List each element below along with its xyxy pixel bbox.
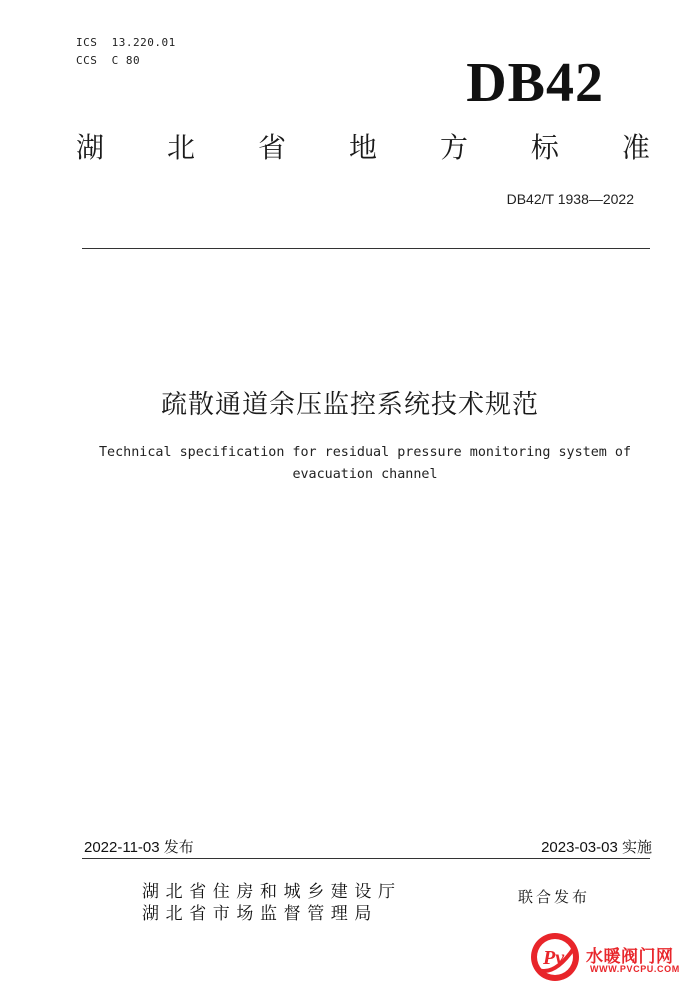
issuer-market-regulation: 湖北省市场监督管理局	[142, 904, 378, 924]
document-title-en-line2: evacuation channel	[292, 467, 438, 482]
ics-code: ICS 13.220.01	[76, 36, 176, 49]
standard-type-char: 方	[439, 131, 468, 164]
watermark-site-name: 水暖阀门网	[586, 947, 674, 967]
header-divider	[82, 248, 650, 249]
standard-type-heading	[76, 131, 650, 164]
issue-date: 2022-11-03 发布	[84, 839, 194, 856]
document-title-en-line1: Technical specification for residual pressure monitoring system of	[98, 445, 632, 460]
joint-issue-label: 联合发布	[518, 888, 591, 906]
standard-type-char: 标	[530, 131, 559, 164]
effective-date: 2023-03-03 实施	[541, 839, 652, 856]
pvcpu-logo-icon	[528, 930, 582, 984]
logo-letters: Pv	[543, 947, 565, 969]
standard-number: DB42/T 1938—2022	[506, 191, 634, 207]
watermark-site-url: WWW.PVCPU.COM	[590, 964, 680, 974]
document-title-en	[70, 442, 660, 486]
standard-type-char: 省	[257, 131, 286, 164]
standard-type-char: 湖	[76, 131, 105, 164]
document-title-zh: 疏散通道余压监控系统技术规范	[160, 390, 539, 420]
site-watermark	[528, 930, 698, 988]
footer-divider	[82, 858, 650, 859]
ccs-code: CCS C 80	[76, 54, 141, 67]
standard-type-char: 准	[621, 131, 650, 164]
db-standard-mark: DB42	[466, 52, 604, 114]
standard-type-char: 地	[348, 131, 377, 164]
issuer-housing-department: 湖北省住房和城乡建设厅	[142, 882, 402, 902]
standard-type-char: 北	[166, 131, 195, 164]
